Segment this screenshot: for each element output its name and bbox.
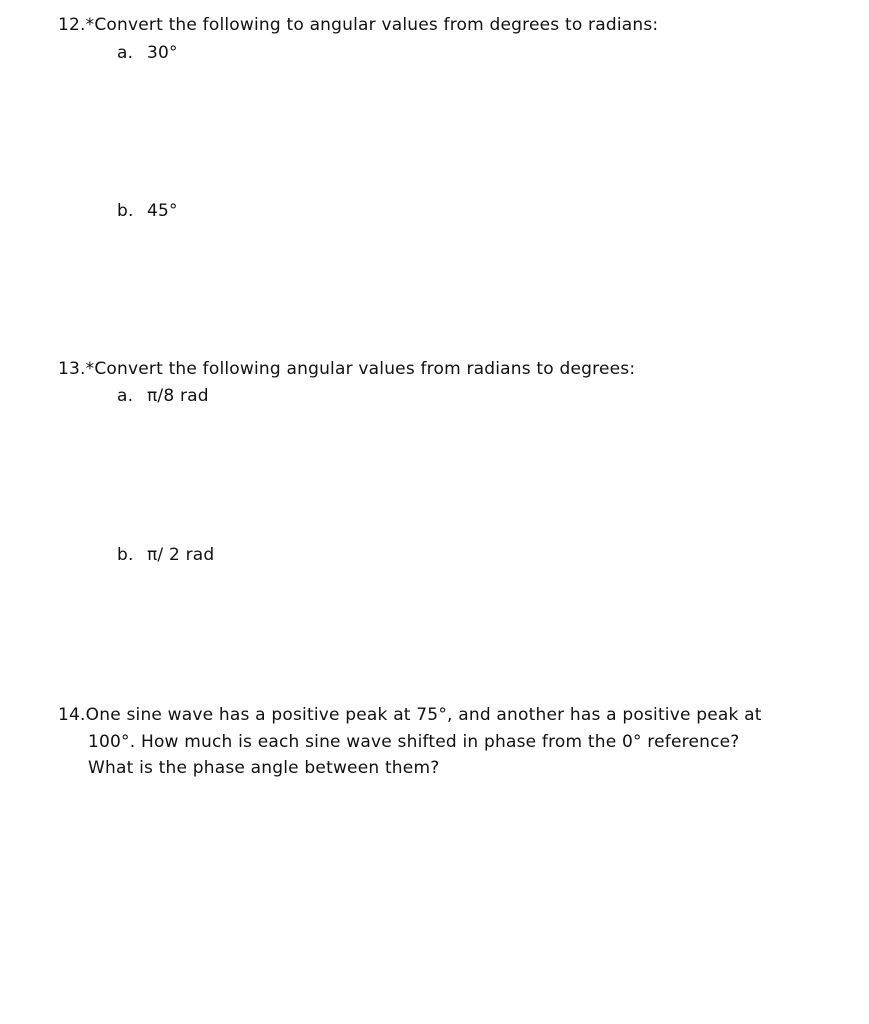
question-13-prompt: *Convert the following angular values from radians to degrees: (85, 359, 636, 379)
question-14-text-line-3: What is the phase angle between them? (88, 758, 440, 778)
question-13-part-a (117, 384, 209, 408)
question-14-line-1 (58, 703, 762, 727)
question-12-prompt: *Convert the following to angular values from degrees to radians: (85, 15, 659, 35)
question-13-number: 13. (58, 359, 86, 379)
question-13-part-a-value: π/8 rad (147, 386, 209, 406)
question-13-part-a-letter: a. (117, 386, 134, 406)
question-12-part-a-value: 30° (147, 43, 178, 63)
question-12-part-b-letter: b. (117, 201, 134, 221)
question-12-part-a-letter: a. (117, 43, 134, 63)
question-12-part-b-value: 45° (147, 201, 178, 221)
question-12-part-a (117, 41, 178, 65)
question-12-part-b (117, 199, 178, 223)
question-13-part-b-letter: b. (117, 545, 134, 565)
question-14-text-line-2: 100°. How much is each sine wave shifted in phase from the 0° reference? (88, 732, 740, 752)
question-13 (58, 357, 635, 381)
question-14-line-3 (88, 756, 439, 780)
question-13-part-b (117, 543, 214, 567)
question-12 (58, 13, 658, 37)
question-13-part-b-value: π/ 2 rad (147, 545, 215, 565)
question-12-number: 12. (58, 15, 86, 35)
question-14-text-line-1: One sine wave has a positive peak at 75°, and another has a positive peak at (85, 705, 762, 725)
question-14-line-2 (88, 730, 740, 754)
question-14-number: 14. (58, 705, 86, 725)
